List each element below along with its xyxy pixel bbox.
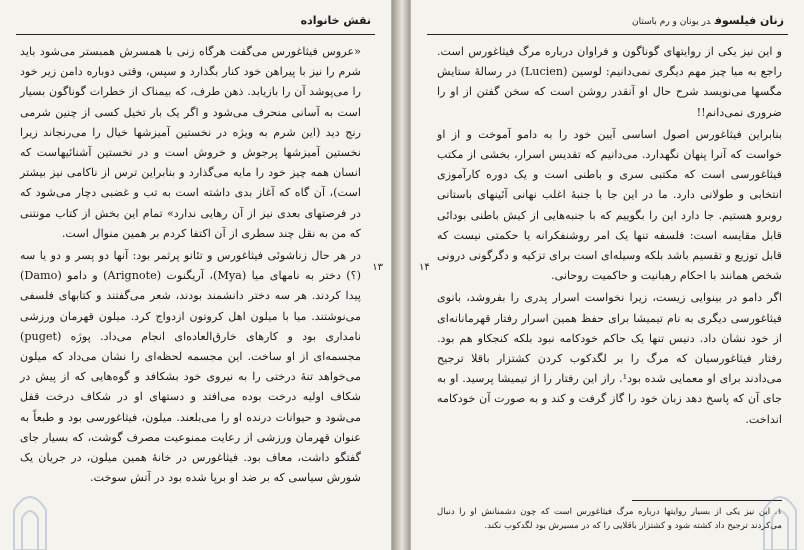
right-paragraph-2: بنابراین فیثاغورس اصول اساسی آیین خود را به دامو آموخت و از او خواست که آنرا پنهان نگهدارد. می‌دانیم که تقدیس اسرار، بخشی از مکتب فیثاغورسی است که مکتبی سری و باطنی است و یک دوره کارآموزی انتخابی و طولانی دارد. ما در این جا با جنبهٔ اغلب نهانی آئینهای باستانی روبرو هستیم. جا دارد این را بگوییم که با جنبه‌هایی از کیش باطنی بودائی قابل مقایسه است: فلسفه تنها یک امر روشنفکرانه یا حکمتی نیست که قابل توزیع و تقسیم باشد بلکه وسیله‌ای است برای تزکیه و دگرگونی درونی شخص همانند با احکام رهبانیت و حاکمیت روحانی. <box>437 127 782 283</box>
right-page <box>410 0 804 550</box>
library-stamp-icon <box>10 480 50 550</box>
right-page-number: ۱۴ <box>419 262 430 273</box>
left-paragraph-2: در هر حال زناشوئی فیثاغورس و تئانو پرثمر بود: آنها دو پسر و دو یا سه (؟) دختر به نامهای میا (Mya)، آریگنوت (Arignote) و دامو (Damo) پیدا کردند. هر سه دختر دانشمند بودند، شعر می‌گفتند و کتابهای فلسفی می‌نوشتند. میا با میلون اهل کروتون ازدواج کرد. میلون قهرمان ورزشی نامداری بود و کارهای خارق‌العاده‌ای انجام می‌داد. پوژه (puget) مجسمه‌ای از او ساخت. این مجسمه لحظه‌ای را نشان می‌داد که میلون می‌خواهد تنهٔ درختی را به نیروی خود بشکافد و گوه‌هایی که از پیش در شکاف اولیه درخت بوده می‌افتد و دستهای او در شکاف درخت قفل می‌شود و حیوانات درنده او را می‌بلعند. میلون، فیثاغورسی بود و طبعاً به عنوان قهرمان ورزشی از رعایت ممنوعیت مصرف گوشت، که بسیار جای گفتگو داشت، معاف بود. فیثاغورس در خانهٔ همین میلون، در جریان یک شورش سیاسی که بر ضد او برپا شده بود در آتش سوخت. <box>20 249 361 485</box>
left-page <box>0 0 392 550</box>
right-running-header <box>427 8 788 35</box>
left-paragraph-1: «عروس فیثاغورس می‌گفت هرگاه زنی با همسرش همبستر می‌شود باید شرم را نیز با پیراهن خود کنار بگذارد و سپس، وقتی دوباره دامن زیر خود را می‌پوشد آن را بازیابد. ذهن طرف، که بیمناک از خطرات گوناگون بسیار است به آسانی منحرف می‌شود و اگر یک بار تخیل کسی از چنین شرمی رنج دید (این شرم به ویژه در نخستین آمیزشها خیال را می‌رنجاند زیرا نخستین آمیزشها پرجوش و خروش است و در نخستین آشنائیهاست که انسان همه چیز خود را مایه می‌گذارد و بنابراین ترس از ناکامی نیز بیشتر است)، آن گاه که آغاز بدی داشته است به تب و غضبی دچار می‌شود که در فرصتهای بعدی نیز از آن رهایی ندارد» تمام این بخش از کتاب مونتنی که من به نقل چند سطری از آن اکتفا کردم بر همین منوال است. <box>20 45 361 240</box>
library-stamp-icon <box>760 480 800 550</box>
right-body-text <box>437 42 782 430</box>
book-gutter <box>392 0 410 550</box>
footnote: ۱. این نیز یکی از بسیار روایتها درباره مرگ فیثاغورس است که چون دشمنانش او را دنبال می‌کردند ترجیح داد کشته شود و کشتزار باقلایی را که در مسیرش بود لگدکوب نکند. <box>437 507 782 531</box>
right-header-title <box>632 14 784 27</box>
left-header-title: نقش خانواده <box>300 14 371 27</box>
right-header-subtitle: در یونان و رم باستان <box>632 17 711 27</box>
left-running-header <box>16 8 375 35</box>
right-paragraph-1: و این نیز یکی از روایتهای گوناگون و فراوان درباره مرگ فیثاغورس است. راجع به میا چیز مهم دیگری نمی‌دانیم: لوسین (Lucien) در رسالهٔ ستایش مگسها می‌نویسد شرح حال او آنقدر روشن است که سخن گفتن از او را ضروری نمی‌دانم!! <box>437 45 782 119</box>
left-body-text <box>20 42 361 488</box>
right-paragraph-3: اگر دامو در بینوایی زیست، زیرا نخواست اسرار پدری را بفروشد، بانوی فیثاغورسی دیگری به نام تیمیشا برای حفظ همین اسرار رفتار قهرمانانه‌ای از خود نشان داد. دنیس تنها یک حاکم خودکامه نبود بلکه کنجکاو هم بود. رفتار فیثاغورسیان که مرگ را بر لگدکوب کردن کشتزار باقلا ترجیح می‌دادند برای او معمایی شده بود¹. راز این رفتار را از تیمیشا پرسید. او به جای آن که پاسخ دهد زبان خود را گاز گرفت و کند و به صورت آن خودکامه انداخت. <box>437 291 782 426</box>
left-page-number: ۱۳ <box>372 262 383 273</box>
right-header-title-text: زنان فیلسوف <box>714 14 784 27</box>
